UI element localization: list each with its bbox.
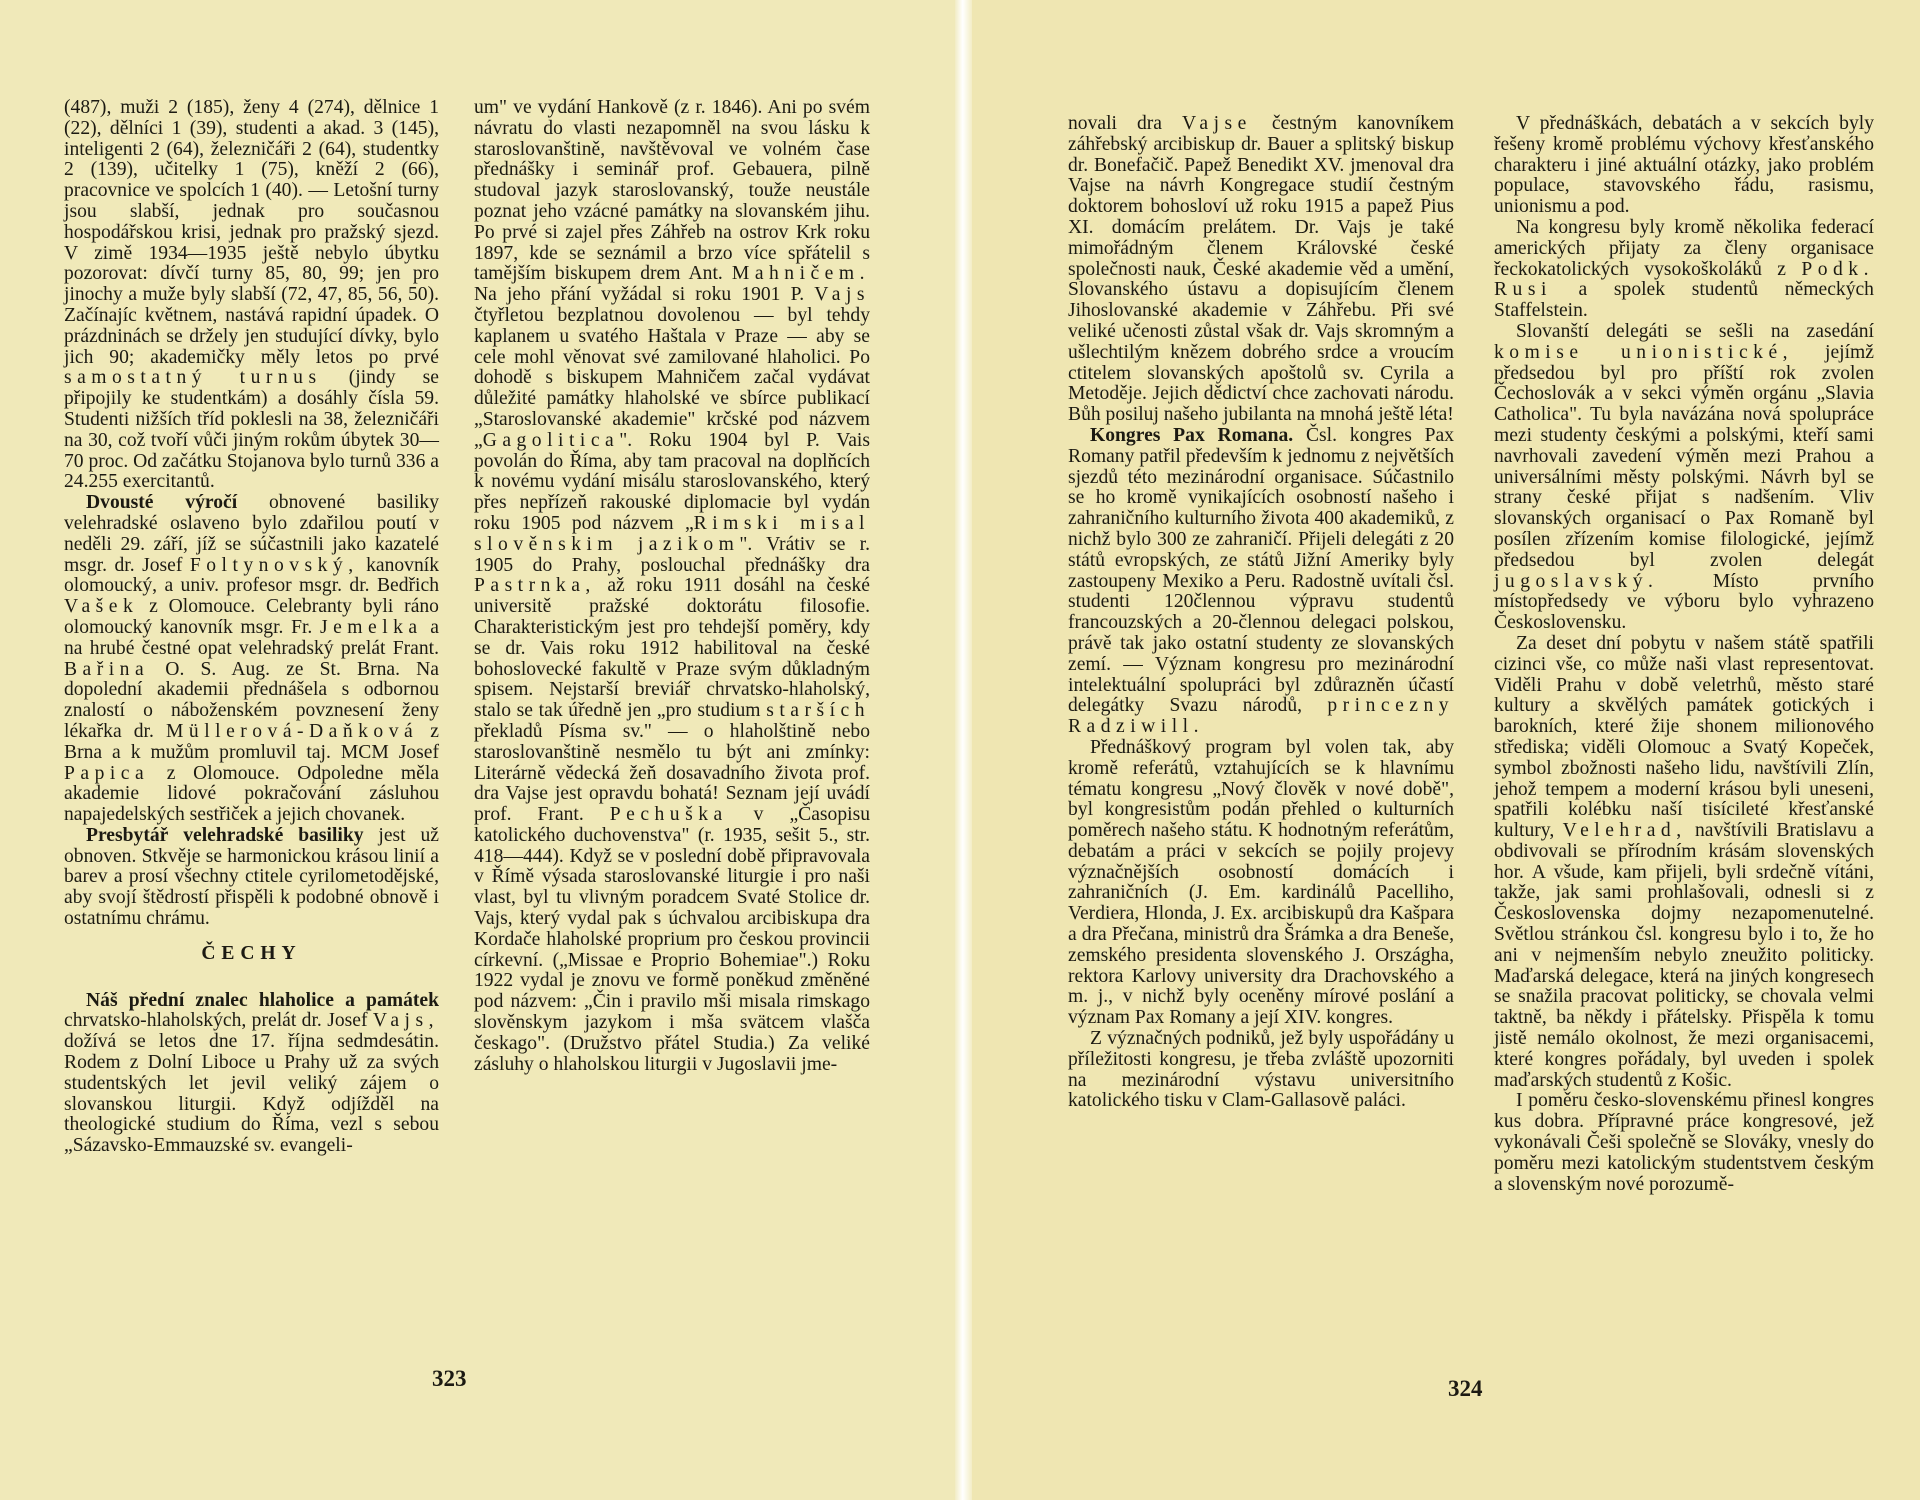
paragraph-vajs-part-1: Náš přední znalec hlaholice a památek chrvatsko-hlaholských, prelát dr. Josef Vajs, dožívá se letos dne 17. října sedmdesátin. Rodem z Dolní Liboce u Prahy už za svých studentských let jevil veliký zájem o slovanskou liturgii. Když odjížděl na theologické studium do Říma, vezl s sebou „Sázavsko-Emmauzské sv. evangeli- bbox=[64, 989, 439, 1157]
paragraph-ten-days: Za deset dní pobytu v našem státě spatřili cizinci vše, co může naši vlast representovat. Viděli Prahu v době veletrhů, město staré kultury a skvělých památek gotických i barokních, které žije shonem milionového střediska; viděli Olomouc a Svatý Kopeček, symbol zbožnosti našeho lidu, navštívili Zlín, jehož tempem a moderní krásou byli uneseni, spatřili kolébku naší tisícileté křesťanské kultury, Velehrad, navštívili Bratislavu a obdivovali se přírodním krásám slovenských hor. A všude, kam přijeli, byli srdečně vítáni, takže, jak sami prohlašovali, odnesli si z Československa dojmy nezapomenutelné. Světlou stránkou čsl. kongresu bylo i to, že ho ani v nejmenším nebylo zneužito politicky. Maďarská delegace, která na jiných kongresech se snažila pracovat politicky, se chovala velmi taktně, ba někdy i přátelsky. Přispěla k tomu jistě nemálo okolnost, že mezi organisacemi, které kongres pořádaly, byl uveden i spolek maďarských studentů z Košic. bbox=[1494, 632, 1874, 1091]
right-page-column-1 bbox=[1068, 114, 1454, 1112]
paragraph-pax-romana: Kongres Pax Romana. Čsl. kongres Pax Romany patřil především k jednomu z největších sjezdů této mezinárodní organisace. Súčastnilo se ho kromě vynikajících osobností našeho i zahraničního kulturního života 400 akademiků, z nichž bylo 300 ze zahraničí. Přijeli delegáti z 20 států evropských, ze států Jižní Ameriky byly zastoupeny Mexiko a Peru. Radostně uvítali čsl. studenti 120člennou výpravu studentů francouzských a 20-člennou delegaci polskou, právě tak jako ostatní studenty ze slovanských zemí. — Význam kongresu pro mezinárodní intelektuální spolupráci byl zdůrazněn účastí delegátky Svazu národů, princezny Radziwill. bbox=[1068, 424, 1455, 738]
right-page-column-2 bbox=[1494, 114, 1874, 1195]
paragraph-czech-slovak: I poměru česko-slovenskému přinesl kongres kus dobra. Přípravné práce kongresové, jež vykonávali Češi společně se Slováky, vnesly do poměru mezi katolickým studentstvem českým a slovenským nové porozumě- bbox=[1494, 1090, 1874, 1195]
page-number-right: 324 bbox=[1448, 1376, 1483, 1401]
paragraph-sections: V přednáškách, debatách a v sekcích byly řešeny kromě problému výchovy křesťanského charakteru i jiné aktuální otázky, jako problém populace, stavovského řádu, rasismu, unionismu a pod. bbox=[1494, 113, 1874, 218]
paragraph-new-members: Na kongresu byly kromě několika federací amerických přijaty za členy organisace řeckokatolických vysokoškoláků z Podk. Rusi a spolek studentů německých Staffelstein. bbox=[1494, 216, 1874, 322]
left-page-column-2 bbox=[474, 98, 870, 1075]
page-number-left: 323 bbox=[432, 1366, 467, 1391]
paragraph-exhibition: Z význačných podniků, jež byly uspořádány u příležitosti kongresu, je třeba zvláště upozorniti na mezinárodní výstavu universitního katolického tisku v Clam-Gallasově paláci. bbox=[1068, 1028, 1454, 1112]
paragraph-velehrad-anniversary: Dvousté výročí obnovené basiliky velehradské oslaveno bylo zdařilou poutí v neděli 29. září, jíž se súčastnili jako kazatelé msgr. dr. Josef Foltynovský, kanovník olomoucký, a univ. profesor msgr. dr. Bedřich Vašek z Olomouce. Celebranty byli ráno olomoucký kanovník msgr. Fr. Jemelka a na hrubé čestné opat velehradský prelát Frant. Bařina O. S. Aug. ze St. Brna. Na dopolední akademii přednášela s odbornou znalostí o náboženském povznesení ženy lékařka dr. Müllerová-Daňková z Brna a k mužům promluvil taj. MCM Josef Papica z Olomouce. Odpoledne měla akademie lidové pokračování zásluhou napajedelských sestřiček a jejich chovanek. bbox=[64, 492, 440, 826]
section-heading: ČECHY bbox=[201, 942, 302, 964]
book-gutter bbox=[955, 0, 972, 1500]
left-page bbox=[0, 0, 955, 1500]
paragraph-exercise-statistics: (487), muži 2 (185), ženy 4 (274), dělnice 1 (22), dělníci 1 (39), studenti a akad. 3 (145), inteligenti 2 (64), železničáři 2 (64), studentky 2 (139), učitelky 1 (75), kněží 2 (66), pracovnice ve spolcích 1 (40). — Letošní turny jsou slabší, jednak pro současnou hospodářskou krisi, jednak pro pražský sjezd. V zimě 1934—1935 ještě nebylo úbytku pozorovat: dívčí turny 85, 80, 99; jen pro jinochy a muže byly slabší (72, 47, 85, 56, 50). Začínajíc květnem, nastává rapidní úpadek. O prázdninách se držely jen studující dívky, bylo jich 90; akademičky měly letos po prvé samostatný turnus (jindy se připojily ke studentkám) a dosáhly čísla 59. Studenti nižších tříd poklesli na 38, železničáři na 30, což tvoří vůči jiným rokům úbytek 30—70 proc. Od začátku Stojanova bylo turnů 336 a 24.255 exercitantů. bbox=[64, 97, 439, 493]
paragraph-slavic-delegates: Slovanští delegáti se sešli na zasedání komise unionistické, jejímž předsedou byl pro příští rok zvolen Čechoslovák a v sekci výměn orgánu „Slavia Catholica". Tu byla navázána nová spolupráce mezi studenty českými a polskými, kteří sami navrhovali zavedení výměn mezi Prahou a universálními městy polskými. Návrh byl se strany české přijat s nadšením. Vliv slovanských organisací o Pax Romaně byl posílen zřízením komise filologické, jejímž předsedou byl zvolen delegát jugoslavský. Místo prvního místopředsedy ve výboru bylo vyhrazeno Československu. bbox=[1494, 320, 1874, 634]
left-page-column-1 bbox=[64, 98, 439, 1157]
paragraph-presbytery: Presbytář velehradské basiliky jest už obnoven. Stkvěje se harmonickou krásou linií a barev a prosí všechny ctitele cyrilometodějské, aby svojí štědrostí přispěli k podobné obnově i ostatnímu chrámu. bbox=[64, 824, 439, 930]
paragraph-vajs-part-3: novali dra Vajse čestným kanovníkem záhřebský arcibiskup dr. Bauer a splitský biskup dr. Bonefačič. Papež Benedikt XV. jmenoval dra Vajse na návrh Kongregace studií čestným doktorem bohosloví už roku 1915 a papež Pius XI. domácím prelátem. Dr. Vajs je také mimořádným členem Královské české společnosti nauk, České akademie věd a umění, Slovanského ústavu a dopisujícím členem Jihoslovanské akademie v Záhřebu. Při své veliké učenosti zůstal však dr. Vajs skromným a ušlechtilým knězem dobrého srdce a vroucím ctitelem slovanských apoštolů sv. Cyrila a Metoděje. Jejich dědictví chce zachovati národu. Bůh posiluj našeho jubilanta na mnohá ještě léta! bbox=[1068, 113, 1454, 426]
paragraph-lecture-program: Přednáškový program byl volen tak, aby kromě referátů, vztahujících se k hlavnímu tématu kongresu „Nový člověk v nové době", byl kongresistům podán přehled o kulturních poměrech našeho státu. K hodnotným referátům, debatám a práci v sekcích se pojily projevy význačnějších osobností domácích i zahraničních (J. Em. kardinálů Pacelliho, Verdiera, Hlonda, J. Ex. arcibiskupů dra Kašpara a dra Přečana, ministrů dra Šrámka a dra Beneše, zemského presidenta slovenského J. Országha, rektora Karlovy university dra Drachovského a m. j., v nichž byly oceněny mírové poslání a význam Pax Romany a její XIV. kongres. bbox=[1068, 736, 1454, 1029]
paragraph-vajs-part-2: um" ve vydání Hankově (z r. 1846). Ani po svém návratu do vlasti nezapomněl na svou lásku k staroslovanštině, navštěvoval ve volném čase přednášky i seminář prof. Gebauera, pilně studoval jazyk staroslovanský, touže neustále poznat jeho vzácné památky na slovanském jihu. Po prvé si zajel přes Záhřeb na ostrov Krk roku 1897, kde se seznámil a brzo více spřátelil s tamějším biskupem drem Ant. Mahničem. Na jeho přání vyžádal si roku 1901 P. Vajs čtyřletou bezplatnou dovolenou — byl tehdy kaplanem u svatého Haštala v Praze — aby se cele mohl věnovat své zamilované hlaholici. Po dohodě s biskupem Mahničem začal vydávat důležité památky hlaholské ve sbírce publikací „Staroslovanské akademie" krčské pod názvem „Gagolitica". Roku 1904 byl P. Vais povolán do Říma, aby tam pracoval na doplňcích k novému vydání misálu staroslovanského, který přes nepřízeň rakouské diplomacie byl vydán roku 1905 pod názvem „Rimski misal slověnskim jazikom". Vrátiv se r. 1905 do Prahy, poslouchal přednášky dra Pastrnka, až roku 1911 dosáhl na české universitě pražské doktorátu filosofie. Charakteristickým jest pro tehdejší poměry, kdy se dr. Vais roku 1912 habilitoval na české bohoslovecké fakultě v Praze svým důkladným spisem. Nejstarší breviář chrvatsko-hlaholský, stalo se tak úředně jen „pro studium starších překladů Písma sv." — o hlaholštině nebo staroslovanštině nesmělo tu být ani zmínky: Literárně vědecká žeň dosavadního života prof. dra Vajse jest opravdu bohatá! Seznam její uvádí prof. Frant. Pechuška v „Časopisu katolického duchovenstva" (r. 1935, sešit 5., str. 418—444). Když se v poslední době připravovala v Římě výsada staroslovanské liturgie i pro naši vlast, byl tu vlivným poradcem Svaté Stolice dr. Vajs, který vydal pak s úchvalou arcibiskupa dra Kordače hlaholské proprium pro českou provincii církevní. („Missae e Proprio Bohemiae".) Roku 1922 vydal je znovu ve formě poněkud změněné pod názvem: „Čin i pravilo mši misala rimskago slověnskym jazykom i mša svätcem vlašča českago". (Družstvo přátel Studia.) Za veliké zásluhy o hlaholskou liturgii v Jugoslavii jme- bbox=[474, 97, 871, 1075]
